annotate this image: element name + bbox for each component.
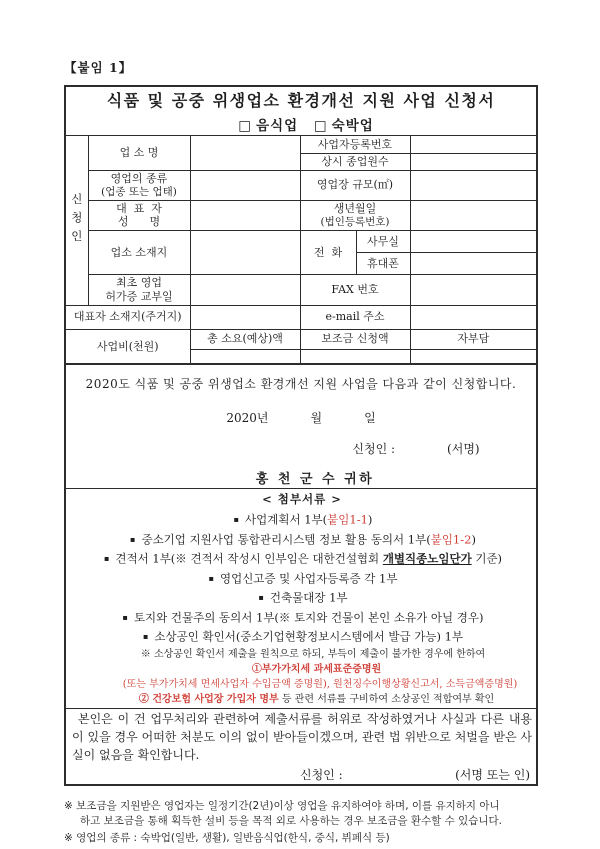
owner-residence-label: 대표자 소재지(주거지) <box>65 305 190 329</box>
recipient-line: 홍 천 군 수 귀하 <box>255 472 375 488</box>
oath-applicant-label: 신청인 : <box>300 767 343 782</box>
note-marker: ※ <box>64 799 73 812</box>
bullet-icon: ▪ <box>122 612 128 622</box>
attachment-red-note-2: (또는 부가가치세 면세사업자 수입금액 증명원), 원천징수이행상황신고서, 소득금액증명원) <box>122 678 518 690</box>
area-input[interactable] <box>410 170 537 200</box>
representative-name-label: 대 표 자 성 명 <box>88 200 190 231</box>
attachment-red-note-3: ② 건강보험 사업장 가입자 명부 등 관련 서류를 구비하여 소상공인 적합여부 확인 <box>138 693 495 705</box>
bullet-icon: ▪ <box>258 593 264 603</box>
attachment-item: ▪ 토지와 건물주의 동의서 1부(※ 토지와 건물이 본인 소유가 아닐 경우) <box>122 610 484 625</box>
phone-office-label: 사무실 <box>356 231 410 253</box>
budget-label: 사업비(천원) <box>65 329 190 364</box>
email-input[interactable] <box>410 305 537 329</box>
fax-label: FAX 번호 <box>300 275 410 306</box>
lodging-checkbox-label: 숙박업 <box>331 118 374 134</box>
document-page <box>64 58 564 848</box>
bullet-icon: ▪ <box>130 534 136 544</box>
attachment-tag: 【붙임 1】 <box>64 60 133 75</box>
footer-note: ※ 영업의 종류 : 숙박업(일반, 생활), 일반음식업(한식, 중식, 뷔페식 등) <box>64 832 390 845</box>
email-label: e-mail 주소 <box>300 305 410 329</box>
attachments-section <box>65 489 537 709</box>
note-marker: ※ <box>64 832 73 845</box>
attachment-item: ▪ 건축물대장 1부 <box>258 590 348 605</box>
budget-subsidy-input[interactable] <box>300 349 410 364</box>
phone-mobile-label: 휴대폰 <box>356 253 410 275</box>
phone-mobile-input[interactable] <box>410 253 537 275</box>
business-type-label: 영업의 종류 (업종 또는 업태) <box>88 170 190 200</box>
oath-text: 본인은 이 건 업무처리와 관련하여 제출서류를 허위로 작성하였거나 사실과 다른 내용이 있을 경우 어떠한 처분도 이의 없이 받아들이겠으며, 관련 법 위반으로 처벌을 받은 사실이 없음을 확인합니다. <box>72 711 533 762</box>
attachment-item: ▪ 영업신고증 및 사업자등록증 각 1부 <box>208 571 398 586</box>
attachment-item: ▪ 소상공인 확인서(중소기업현황정보시스템에서 발급 가능) 1부 <box>142 629 464 644</box>
business-address-input[interactable] <box>190 231 300 275</box>
phone-office-input[interactable] <box>410 231 537 253</box>
business-type-selector <box>68 114 534 134</box>
statement-text: 2020도 식품 및 공중 위생업소 환경개선 지원 사업을 다음과 같이 신청합니다. <box>85 377 517 392</box>
attachment-item: ▪ 견적서 1부(※ 견적서 작성시 인부임은 대한건설협회 개별직종노임단가 기준) <box>103 551 503 566</box>
first-license-date-input[interactable] <box>190 275 300 306</box>
business-name-input[interactable] <box>190 136 300 171</box>
birth-date-input[interactable] <box>410 200 537 231</box>
date-year[interactable]: 2020년 <box>226 411 269 426</box>
attachment-red-note-1: ①부가가치세 과세표준증명원 <box>251 663 382 675</box>
footer-note: ※ 보조금을 지원받은 영업자는 일정기간(2년)이상 영업을 유지하여야 하며, 이를 유지하지 아니 하고 보조금을 통해 획득한 설비 등을 목적 외로 사용하는 경우 보조금을 환수할 수 있습니다. <box>64 799 503 828</box>
applicant-group-cell <box>65 136 88 306</box>
attachments-heading: < 첨부서류 > <box>262 492 342 507</box>
business-name-label: 업 소 명 <box>88 136 190 171</box>
attachment-item: ▪ 사업계획서 1부(붙임1-1) <box>233 512 373 527</box>
oath-section <box>65 708 537 785</box>
application-form-table <box>64 85 538 786</box>
budget-self-input[interactable] <box>410 349 537 364</box>
bullet-icon: ▪ <box>142 632 149 642</box>
statement-section <box>65 364 537 489</box>
food-checkbox-label: 음식업 <box>256 118 299 134</box>
budget-total-input[interactable] <box>190 349 300 364</box>
bullet-icon: ▪ <box>233 515 240 525</box>
employee-count-label: 상시 종업원수 <box>300 154 410 171</box>
attachment-subnote: ※ 소상공인 확인서 제출을 원칙으로 하되, 부득이 제출이 불가한 경우에 한하여 <box>140 648 486 660</box>
biz-reg-no-input[interactable] <box>410 136 537 154</box>
date-day[interactable]: 일 <box>364 411 376 426</box>
statement-date <box>68 409 534 426</box>
date-month[interactable]: 월 <box>310 411 323 426</box>
signature-label: (서명) <box>447 442 480 457</box>
first-license-date-label: 최초 영업 허가증 교부일 <box>88 275 190 306</box>
bullet-icon: ▪ <box>208 573 214 583</box>
statement-applicant-line <box>68 440 534 457</box>
oath-signature-label: (서명 또는 인) <box>455 767 531 782</box>
area-label: 영업장 규모(㎡) <box>300 170 410 200</box>
fax-input[interactable] <box>410 275 537 306</box>
business-type-input[interactable] <box>190 170 300 200</box>
birth-date-label: 생년월일 (법인등록번호) <box>300 200 410 231</box>
bullet-icon: ▪ <box>103 554 110 564</box>
biz-reg-no-label: 사업자등록번호 <box>300 136 410 154</box>
phone-label: 전 화 <box>300 231 356 275</box>
budget-subsidy-label: 보조금 신청액 <box>300 329 410 349</box>
oath-signature-line <box>68 766 534 783</box>
applicant-label: 신청인 : <box>352 442 396 457</box>
representative-name-input[interactable] <box>190 200 300 231</box>
budget-self-label: 자부담 <box>410 329 537 349</box>
form-title: 식품 및 공중 위생업소 환경개선 지원 사업 신청서 <box>106 91 496 110</box>
footer-notes <box>64 799 562 847</box>
form-title-cell <box>65 86 537 136</box>
lodging-checkbox[interactable]: □ <box>313 118 328 134</box>
employee-count-input[interactable] <box>410 154 537 171</box>
applicant-group-label: 신청인 <box>69 192 84 249</box>
food-checkbox[interactable]: □ <box>238 118 253 134</box>
attachment-item: ▪ 중소기업 지원사업 통합관리시스템 정보 활용 동의서 1부(붙임1-2) <box>130 532 476 547</box>
budget-total-label: 총 소요(예상)액 <box>190 329 300 349</box>
business-address-label: 업소 소재지 <box>88 231 190 275</box>
owner-residence-input[interactable] <box>190 305 300 329</box>
